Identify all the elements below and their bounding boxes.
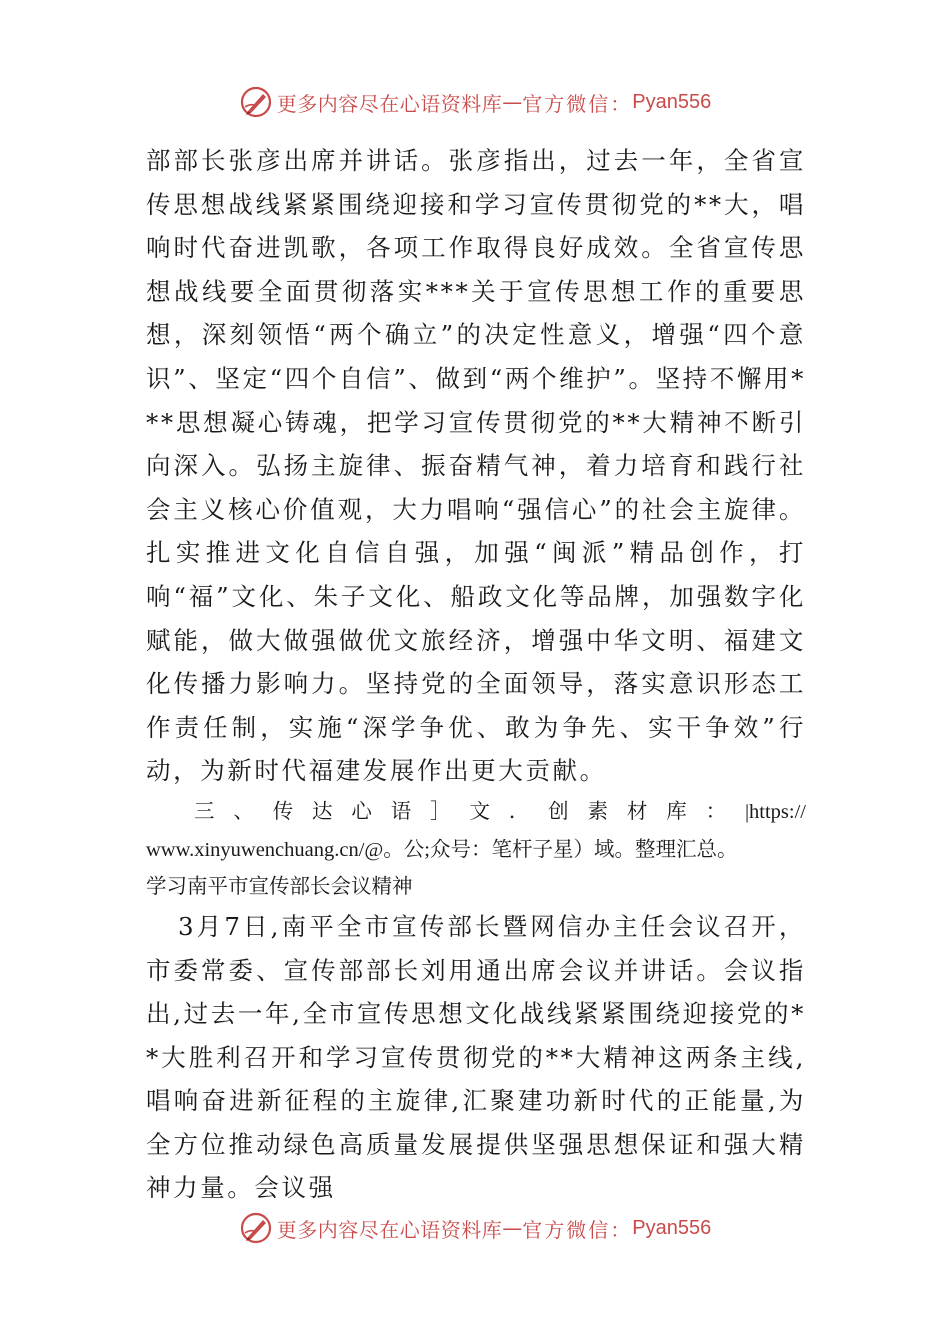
source-prefix: 三、传达心语］文．创素材库： xyxy=(194,800,745,823)
banner-title: 更多内容尽在心语资料库 xyxy=(276,91,503,116)
section-heading: 学习南平市宣传部长会议精神 xyxy=(146,875,413,898)
footer-banner xyxy=(0,1208,950,1248)
banner-separator: — xyxy=(502,1216,523,1240)
banner-title: 更多内容尽在心语资料库 xyxy=(276,1217,503,1242)
pen-logo-icon xyxy=(239,1211,273,1245)
banner-separator: — xyxy=(502,90,523,114)
banner-wechat-id: Pyan556 xyxy=(632,1216,712,1239)
banner-official-label: 官方微信： xyxy=(522,1217,633,1242)
paragraph-provincial-meeting: 部部长张彦出席并讲话。张彦指出，过去一年，全省宣传思想战线紧紧围绕迎接和学习宣传贯彻党的**大，唱响时代奋进凯歌，各项工作取得良好成效。全省宣传思想战线要全面贯彻落实***关于宣传思想工作的重要思想，深刻领悟“两个确立”的决定性意义，增强“四个意识”、坚定“四个自信”、做到“两个维护”。坚持不懈用***思想凝心铸魂，把学习宣传贯彻党的**大精神不断引向深入。弘扬主旋律、振奋精气神，着力培育和践行社会主义核心价值观，大力唱响“强信心”的社会主旋律。扎实推进文化自信自强，加强“闽派”精品创作，打响“福”文化、朱子文化、船政文化等品牌，加强数字化赋能，做大做强做优文旅经济，增强中华文明、福建文化传播力影响力。坚持党的全面领导，落实意识形态工作责任制，实施“深学争优、敢为争先、实干争效”行动，为新时代福建发展作出更大贡献。 xyxy=(146,146,806,786)
header-banner xyxy=(0,82,950,122)
banner-wechat-id: Pyan556 xyxy=(632,90,712,113)
paragraph-nanping-meeting: 3月7日,南平全市宣传部长暨网信办主任会议召开，市委常委、宣传部部长刘用通出席会议并讲话。会议指出,过去一年,全市宣传思想文化战线紧紧围绕迎接党的**大胜利召开和学习宣传贯彻党的**大精神这两条主线,唱响奋进新征程的主旋律,汇聚建功新时代的正能量,为全方位推动绿色高质量发展提供坚强思想保证和强大精神力量。会议强 xyxy=(146,911,806,1203)
banner-official-label: 官方微信： xyxy=(522,91,633,116)
document-body xyxy=(146,139,806,1210)
source-line xyxy=(146,793,806,869)
pen-logo-icon xyxy=(239,85,273,119)
source-url: |https://www.xinyuwenchuang.cn/@。公;众号：笔杆子星）域。整理汇总。 xyxy=(146,800,806,861)
